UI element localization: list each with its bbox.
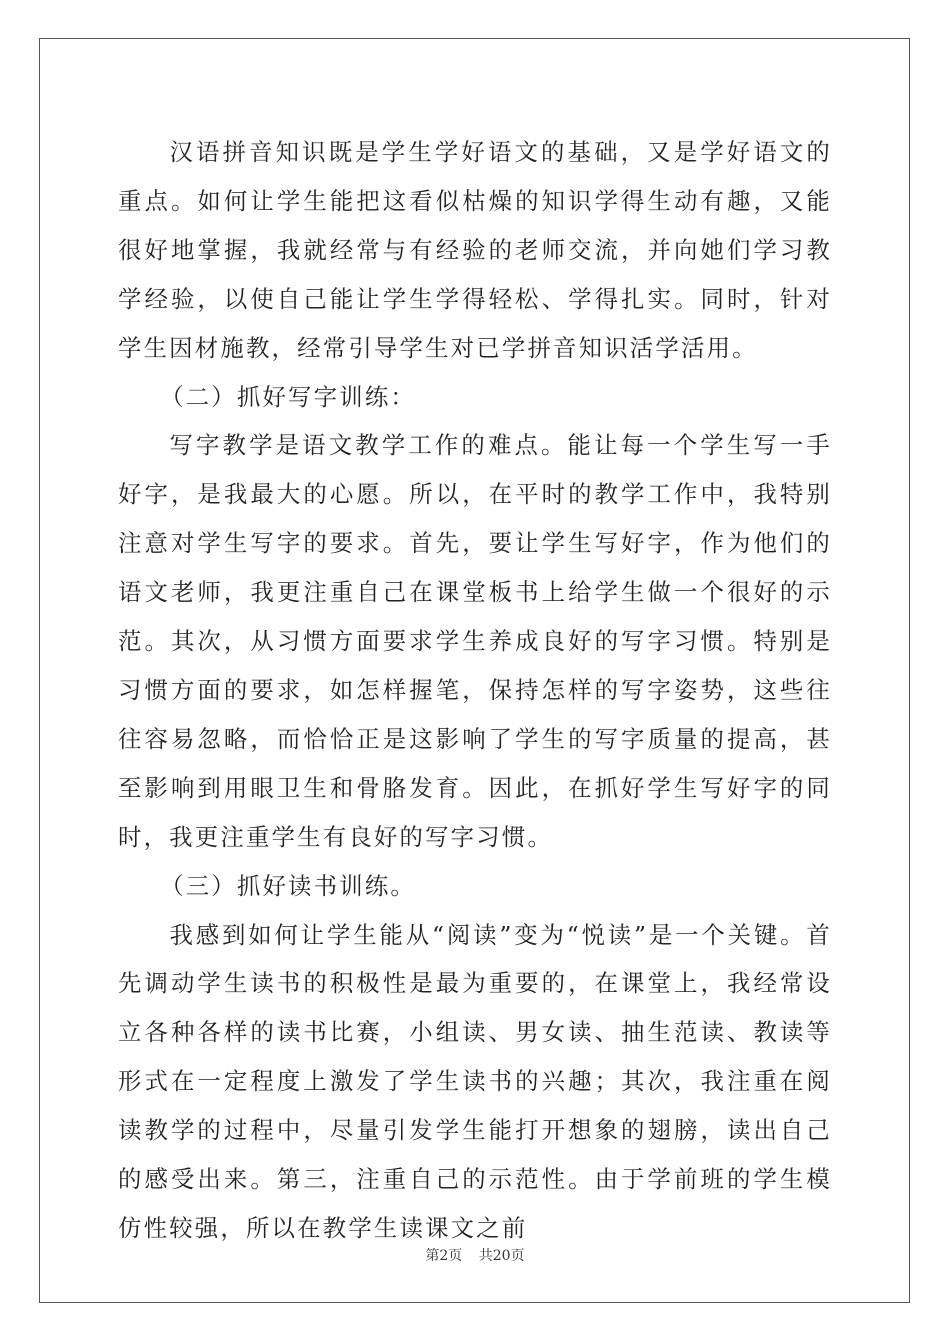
page-footer (0, 1245, 950, 1265)
section-heading-writing: （二）抓好写字训练： (160, 382, 417, 411)
paragraph-pinyin: 汉语拼音知识既是学生学好语文的基础，又是学好语文的重点。如何让学生能把这看似枯燥的知识学得生动有趣，又能很好地掌握，我就经常与有经验的老师交流，并向她们学习教学经验，以使自己能让学生学得轻松、学得扎实。同时，针对学生因材施教，经常引导学生对已学拼音知识活学活用。 (118, 138, 832, 362)
section-heading-reading: （三）抓好读书训练。 (160, 871, 417, 900)
page-number: 第2页 (425, 1248, 463, 1264)
paragraph-reading: 我感到如何让学生能从“阅读”变为“悦读”是一个关键。首先调动学生读书的积极性是最为重要的，在课堂上，我经常设立各种各样的读书比赛，小组读、男女读、抽生范读、教读等形式在一定程度上激发了学生读书的兴趣；其次，我注重在阅读教学的过程中，尽量引发学生能打开想象的翅膀，读出自己的感受出来。第三，注重自己的示范性。由于学前班的学生模仿性较强，所以在教学生读课文之前 (118, 920, 832, 1242)
document-body (118, 128, 832, 1253)
page-total: 共20页 (478, 1248, 525, 1264)
paragraph-writing: 写字教学是语文教学工作的难点。能让每一个学生写一手好字，是我最大的心愿。所以，在平时的教学工作中，我特别注意对学生写字的要求。首先，要让学生写好字，作为他们的语文老师，我更注重自己在课堂板书上给学生做一个很好的示范。其次，从习惯方面要求学生养成良好的写字习惯。特别是习惯方面的要求，如怎样握笔，保持怎样的写字姿势，这些往往容易忽略，而恰恰正是这影响了学生的写字质量的提高，甚至影响到用眼卫生和骨胳发育。因此，在抓好学生写好字的同时，我更注重学生有良好的写字习惯。 (118, 431, 832, 851)
